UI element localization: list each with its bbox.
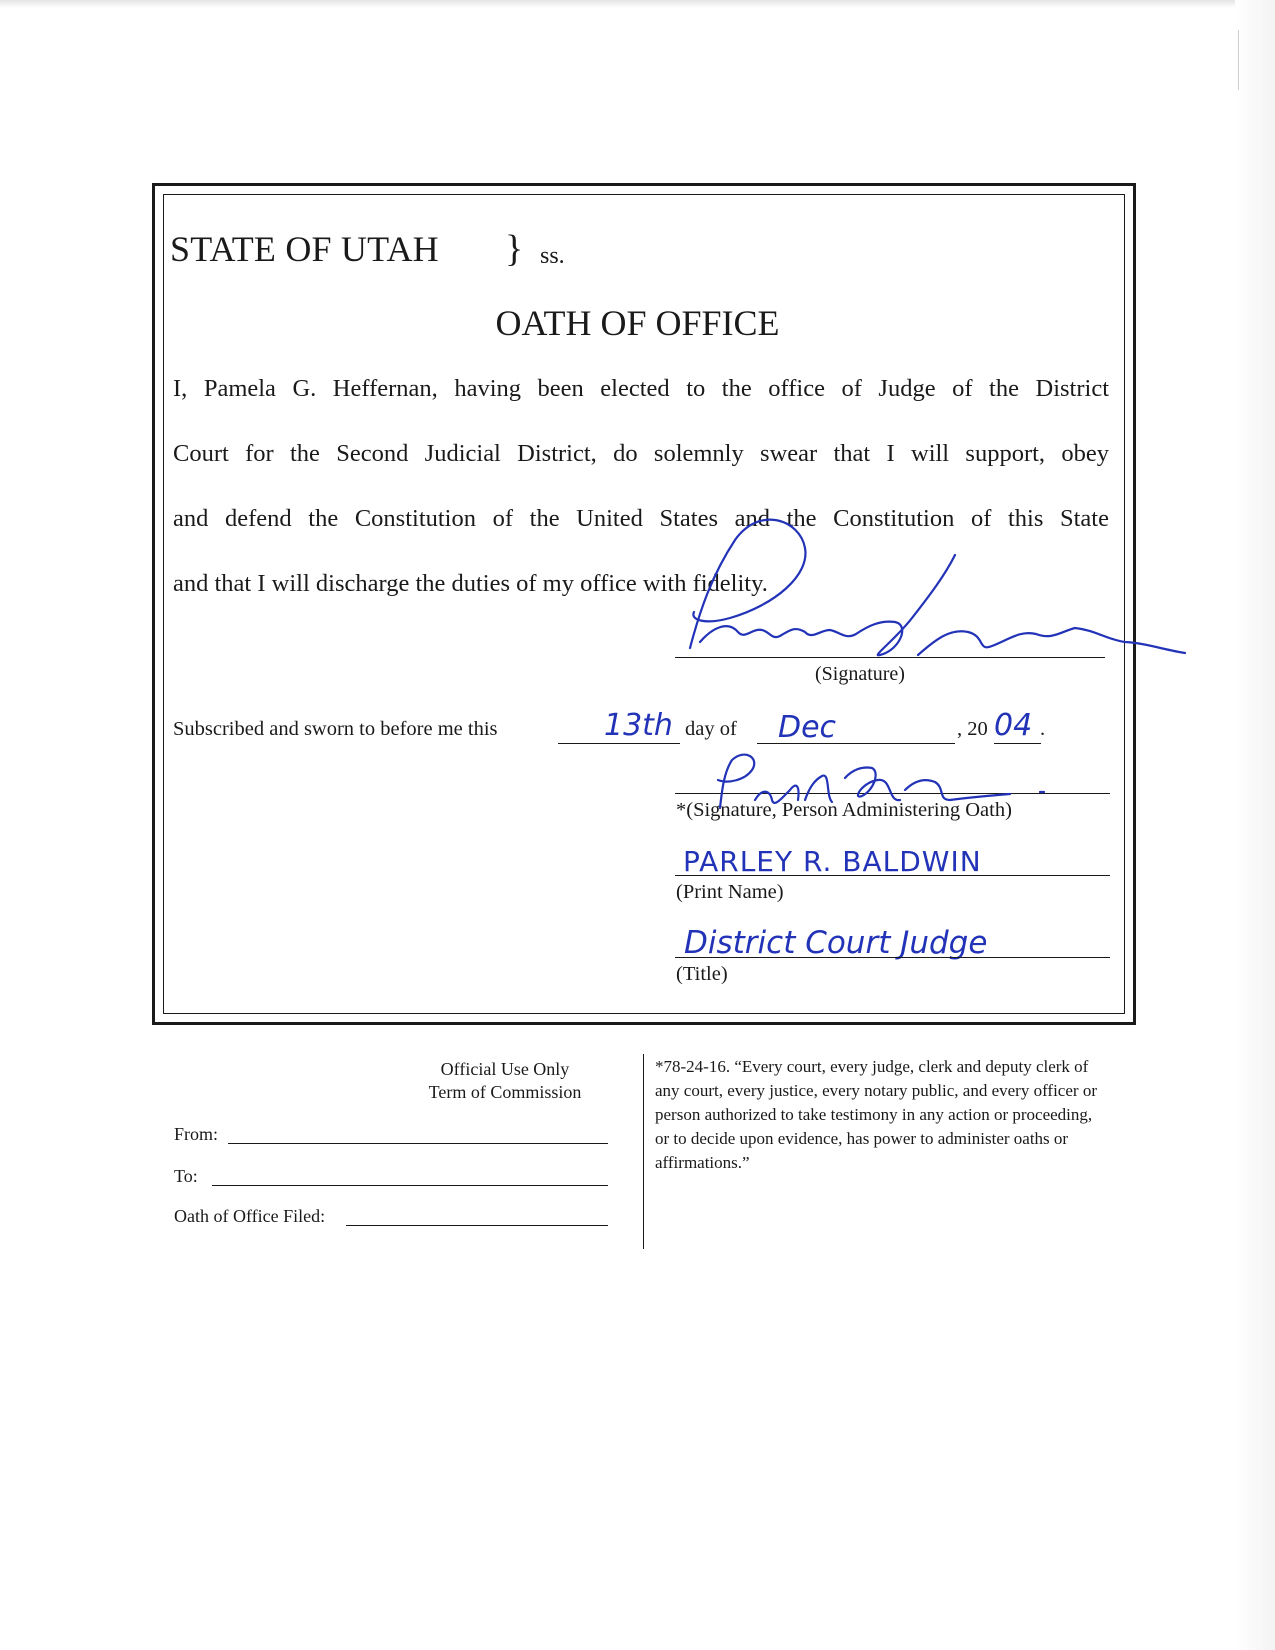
administrator-signature-line <box>675 793 1110 794</box>
brace-glyph: } <box>505 228 524 270</box>
official-use-line: Official Use Only <box>440 1059 570 1079</box>
print-name-line <box>675 875 1110 876</box>
handwritten-print-name: PARLEY R. BALDWIN <box>683 845 982 878</box>
oath-filed-field-line <box>346 1225 608 1226</box>
oath-filed-label: Oath of Office Filed: <box>174 1206 326 1226</box>
handwritten-title: District Court Judge <box>684 925 988 961</box>
to-field-line <box>212 1185 608 1186</box>
scan-edge-right <box>1235 0 1275 1650</box>
year-period: . <box>1040 718 1046 740</box>
scan-mark <box>1238 30 1239 90</box>
sworn-statement: Subscribed and sworn to before me this <box>173 718 498 740</box>
year-blank <box>994 743 1041 744</box>
oath-text-line-4: and that I will discharge the duties of my office with fidelity. <box>173 570 768 597</box>
print-name-caption: (Print Name) <box>676 881 784 903</box>
term-of-commission-line: Term of Commission <box>428 1082 582 1102</box>
oath-text-line-2: Court for the Second Judicial District, do solemnly swear that I will support, obey <box>173 440 1109 467</box>
scan-edge-top <box>0 0 1275 8</box>
oath-text-line-1: I, Pamela G. Heffernan, having been elected to the office of Judge of the District <box>173 375 1109 402</box>
section-divider <box>643 1054 644 1249</box>
day-blank <box>558 743 680 744</box>
oath-text-line-3: and defend the Constitution of the United States and the Constitution of this State <box>173 505 1109 532</box>
oath-signature-line <box>675 657 1105 658</box>
title-line <box>675 957 1110 958</box>
document-title: OATH OF OFFICE <box>495 303 780 343</box>
statute-note: *78-24-16. “Every court, every judge, clerk and deputy clerk of any court, every justice, every notary public, and every officer or person authorized to take testimony in any action or proceeding, or to decide upon evidence, has power to administer oaths or affirmations.” <box>655 1057 1097 1172</box>
from-field-line <box>228 1143 608 1144</box>
ss-abbreviation: ss. <box>540 243 565 269</box>
handwritten-year: 04 <box>994 708 1033 743</box>
signature-caption: (Signature) <box>815 663 905 685</box>
to-label: To: <box>174 1166 198 1186</box>
administrator-signature-caption: *(Signature, Person Administering Oath) <box>676 799 1012 821</box>
title-caption: (Title) <box>676 963 728 985</box>
handwritten-month: Dec <box>778 710 837 745</box>
year-prefix: , 20 <box>957 718 988 740</box>
from-label: From: <box>174 1124 219 1144</box>
day-of-label: day of <box>685 718 737 740</box>
state-heading: STATE OF UTAH <box>170 229 439 269</box>
handwritten-day: 13th <box>604 708 673 743</box>
